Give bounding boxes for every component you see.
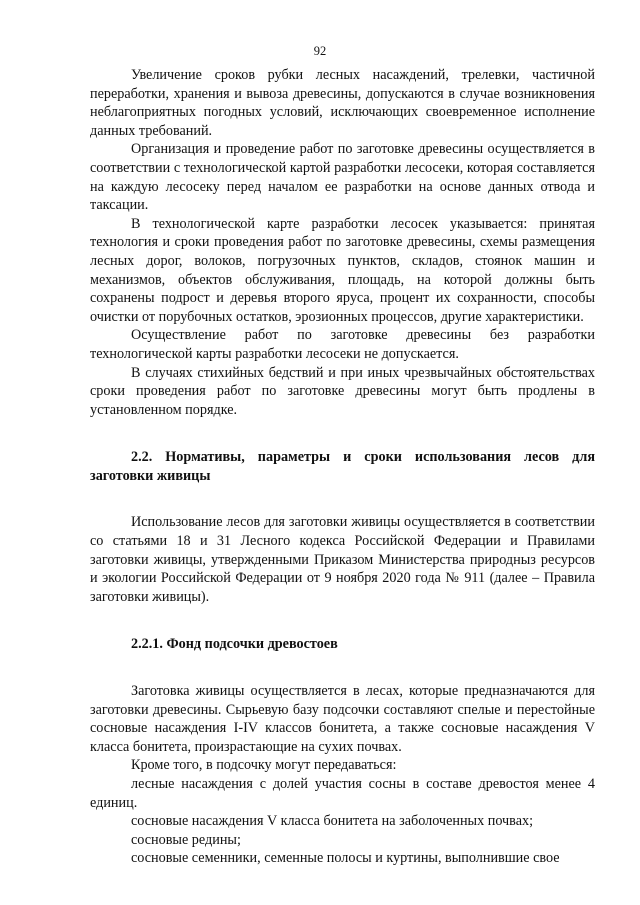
list-item-pine-share: лесные насаждения с долей участия сосны в составе древостоя менее 4 единиц. <box>90 776 595 811</box>
spacer <box>90 419 595 448</box>
paragraph-resin-forests: Заготовка живицы осуществляется в лесах, которые предназначаются для заготовки древесины. Сырьевую базу подсочки составляют спелые и перестойные сосновые насаждения I-IV классов бонитета, а также сосновые насаждения V класса бонитета, произрастающие на сухих почвах. <box>90 683 595 755</box>
spacer <box>90 485 595 513</box>
list-item-seed-trees: сосновые семенники, семенные полосы и куртины, выполнившие свое <box>131 850 560 867</box>
paragraph-emergency-extension: В случаях стихийных бедствий и при иных чрезвычайных обстоятельствах сроки проведения работ по заготовке древесины могут быть продлены в установленном порядке. <box>90 364 595 418</box>
paragraph-logging-delays: Увеличение сроков рубки лесных насаждений, трелевки, частичной переработки, хранения и вывоза древесины, допускаются в случае возникновения неблагоприятных погодных условий, исключающих своевременное исполнение данных требований. <box>90 67 595 139</box>
list-item-swamp-pine: сосновые насаждения V класса бонитета на заболоченных почвах; <box>131 813 534 830</box>
section-heading-2-2: 2.2. Нормативы, параметры и сроки использования лесов для заготовки живицы <box>90 449 595 484</box>
paragraph-resin-regulation: Использование лесов для заготовки живицы осуществляется в соответствии со статьями 18 и 31 Лесного кодекса Российской Федерации и Правилами заготовки живицы, утвержденными Приказом Министерства природныз ресурсов и экологии Российской Федерации от 9 ноября 2020 года № 911 (далее – Правила заготовки живицы). <box>90 514 595 605</box>
section-heading-2-2-1: 2.2.1. Фонд подсочки древостоев <box>131 636 338 653</box>
paragraph-tech-map: Организация и проведение работ по заготовке древесины осуществляется в соответствии с технологической картой разработки лесосеки, которая составляется на каждую лесосеку перед началом ее разработки на основе данных отвода и таксации. <box>90 141 595 214</box>
paragraph-no-map-prohibited: Осуществление работ по заготовке древесины без разработки технологической карты разработки лесосеки не допускается. <box>90 327 595 362</box>
spacer <box>90 654 595 682</box>
spacer <box>90 606 595 635</box>
paragraph-tech-map-contents: В технологической карте разработки лесосек указывается: принятая технология и сроки проведения работ по заготовке древесины, схемы размещения лесных дорог, волоков, погрузочных пунктов, складов, стоянок машин и механизмов, объектов обслуживания, площадь, на которой должны быть сохранены подрост и деревья второго яруса, процент их сохранности, способы очистки от порубочных остатков, эрозионных процессов, другие характеристики. <box>90 215 595 325</box>
page-number: 92 <box>313 44 327 58</box>
paragraph-also-transferred: Кроме того, в подсочку могут передаваться: <box>131 757 397 774</box>
page-content <box>90 66 595 868</box>
list-item-pine-sparse: сосновые редины; <box>131 831 241 848</box>
